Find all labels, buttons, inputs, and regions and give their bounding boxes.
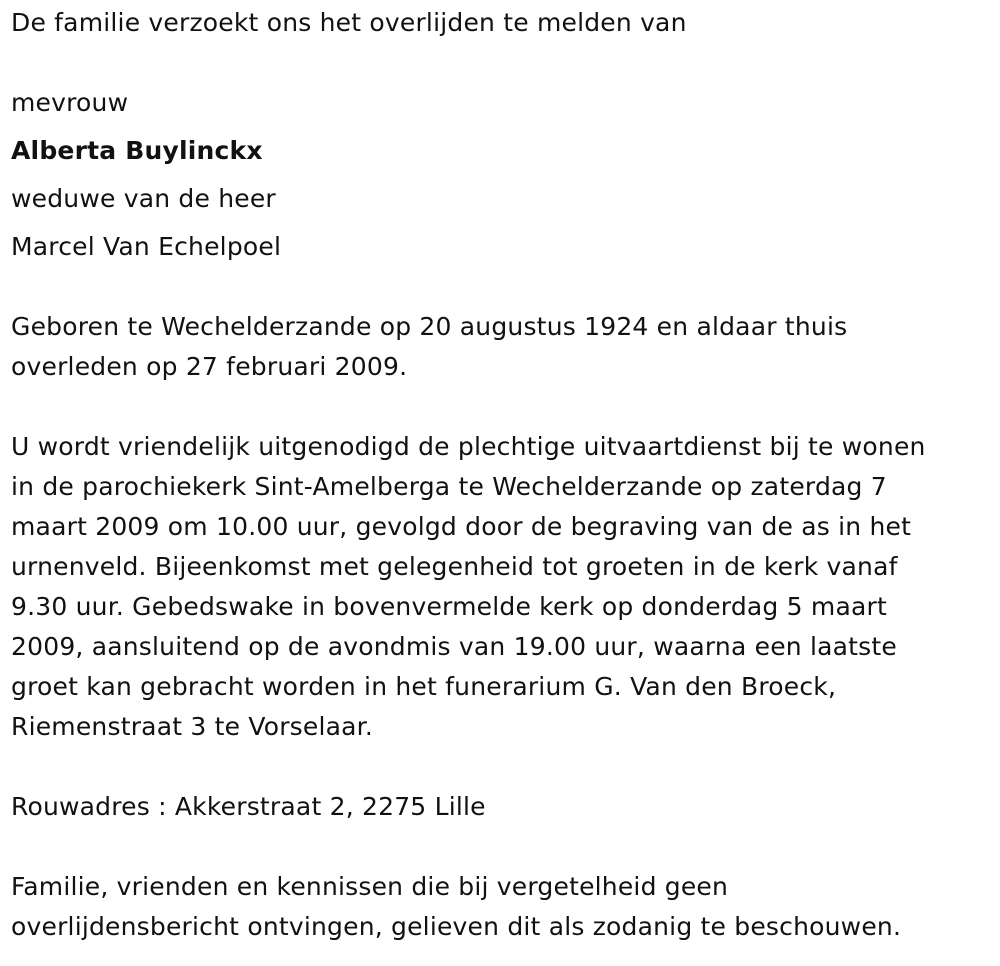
funeral-line: in de parochiekerk Sint-Amelberga te Wechelderzande op zaterdag 7 bbox=[11, 472, 887, 501]
intro-text: De familie verzoekt ons het overlijden te melden van bbox=[11, 8, 687, 37]
funeral-line: 9.30 uur. Gebedswake in bovenvermelde kerk op donderdag 5 maart bbox=[11, 592, 887, 621]
mourning-address: Rouwadres : Akkerstraat 2, 2275 Lille bbox=[11, 792, 486, 821]
funeral-line: maart 2009 om 10.00 uur, gevolgd door de begraving van de as in het bbox=[11, 512, 912, 541]
funeral-line: 2009, aansluitend op de avondmis van 19.00 uur, waarna een laatste bbox=[11, 632, 897, 661]
closing-line: Familie, vrienden en kennissen die bij vergetelheid geen bbox=[11, 872, 729, 901]
funeral-line: groet kan gebracht worden in het funerarium G. Van den Broeck, bbox=[11, 672, 837, 701]
deceased-name: Alberta Buylinckx bbox=[11, 136, 263, 165]
title-text: mevrouw bbox=[11, 88, 129, 117]
spouse-name: Marcel Van Echelpoel bbox=[11, 232, 282, 261]
funeral-line: urnenveld. Bijeenkomst met gelegenheid tot groeten in de kerk vanaf bbox=[11, 552, 898, 581]
funeral-line: Riemenstraat 3 te Vorselaar. bbox=[11, 712, 374, 741]
closing-line: overlijdensbericht ontvingen, gelieven dit als zodanig te beschouwen. bbox=[11, 912, 902, 941]
funeral-line: U wordt vriendelijk uitgenodigd de plechtige uitvaartdienst bij te wonen bbox=[11, 432, 926, 461]
birth-death-line: Geboren te Wechelderzande op 20 augustus 1924 en aldaar thuis bbox=[11, 312, 848, 341]
relation-text: weduwe van de heer bbox=[11, 184, 276, 213]
birth-death-line: overleden op 27 februari 2009. bbox=[11, 352, 408, 381]
